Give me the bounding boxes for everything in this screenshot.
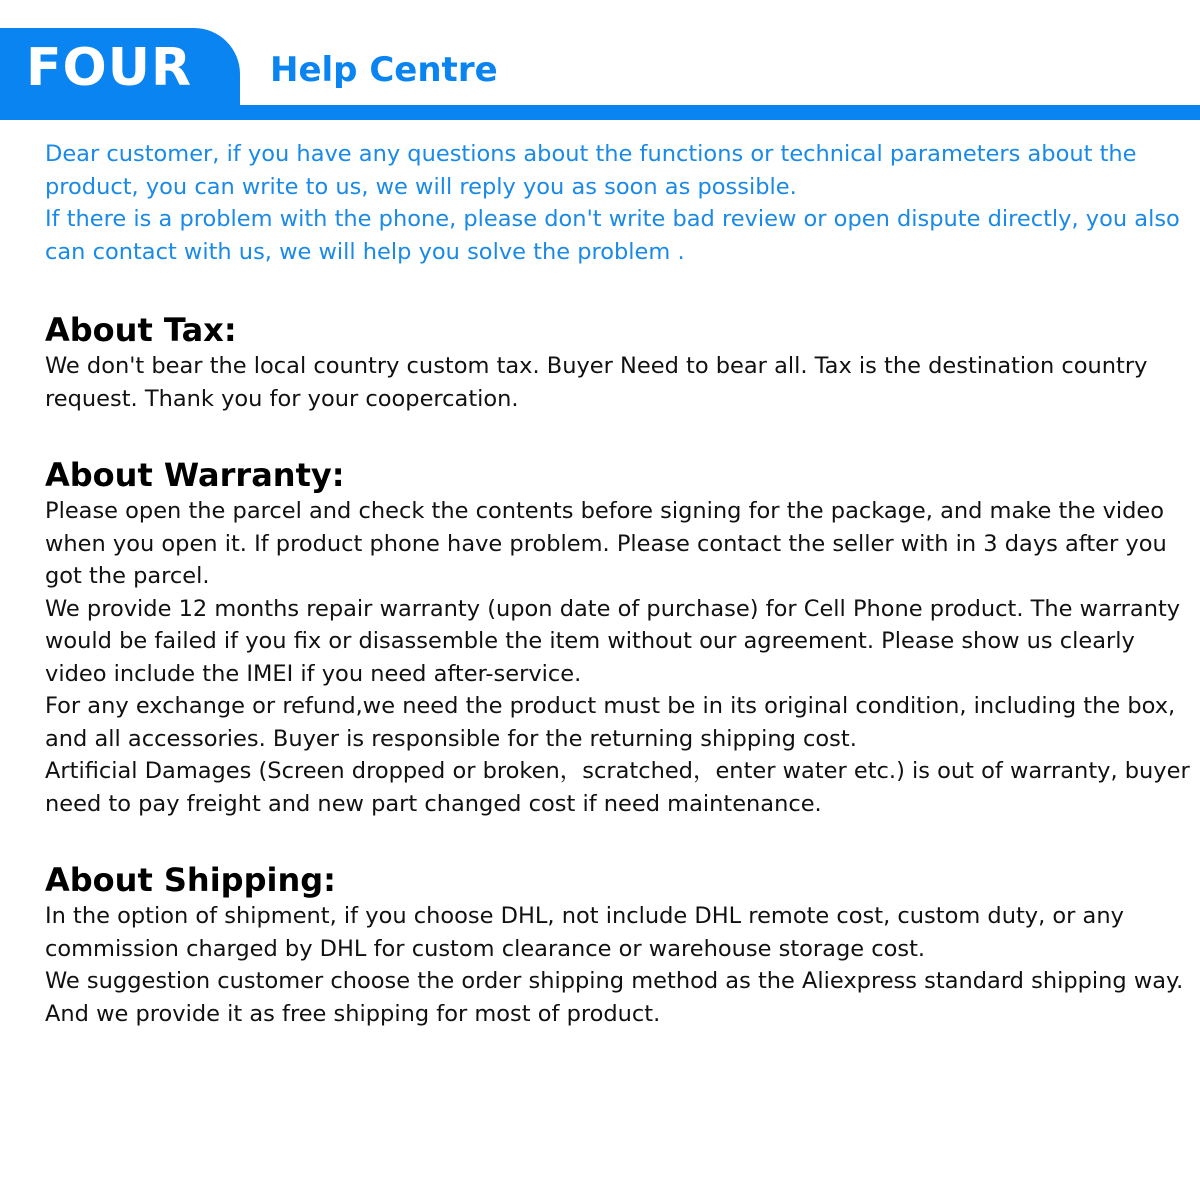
- warranty-paragraph-4: Artificial Damages (Screen dropped or broken，scratched，enter water etc.) is out of warranty, buyer need to pay freight and new part changed cost if need maintenance.: [45, 758, 1190, 817]
- page-title: Help Centre: [270, 50, 498, 90]
- intro-line-2: If there is a problem with the phone, please don't write bad review or open dispute directly, you also can contact with us, we will help you solve the problem .: [45, 206, 1180, 265]
- brand-logo-text: FOUR: [26, 38, 192, 98]
- help-content: [45, 138, 1190, 1030]
- tax-paragraph: We don't bear the local country custom tax. Buyer Need to bear all. Tax is the destination country request. Thank you for your coopercation.: [45, 353, 1148, 412]
- tax-heading: About Tax:: [45, 311, 237, 349]
- intro-line-1: Dear customer, if you have any questions about the functions or technical parameters about the product, you can write to us, we will reply you as soon as possible.: [45, 141, 1137, 200]
- shipping-paragraph-2: We suggestion customer choose the order shipping method as the Aliexpress standard shipping way. And we provide it as free shipping for most of product.: [45, 968, 1184, 1027]
- warranty-heading: About Warranty:: [45, 456, 345, 494]
- shipping-paragraph-1: In the option of shipment, if you choose DHL, not include DHL remote cost, custom duty, or any commission charged by DHL for custom clearance or warehouse storage cost.: [45, 903, 1124, 962]
- page-header: [0, 0, 1200, 120]
- warranty-paragraph-1: Please open the parcel and check the contents before signing for the package, and make the video when you open it. If product phone have problem. Please contact the seller with in 3 days after you got the parcel.: [45, 498, 1167, 589]
- intro-notice: [45, 138, 1190, 268]
- tax-section: [45, 310, 1190, 415]
- warranty-paragraph-2: We provide 12 months repair warranty (upon date of purchase) for Cell Phone product. The warranty would be failed if you fix or disassemble the item without our agreement. Please show us clearly video include the IMEI if you need after-service.: [45, 595, 1181, 687]
- shipping-heading: About Shipping:: [45, 861, 336, 899]
- warranty-paragraph-3: For any exchange or refund,we need the product must be in its original condition, including the box, and all accessories. Buyer is responsible for the returning shipping cost.: [45, 693, 1176, 752]
- shipping-section: [45, 860, 1190, 1030]
- warranty-section: [45, 455, 1190, 820]
